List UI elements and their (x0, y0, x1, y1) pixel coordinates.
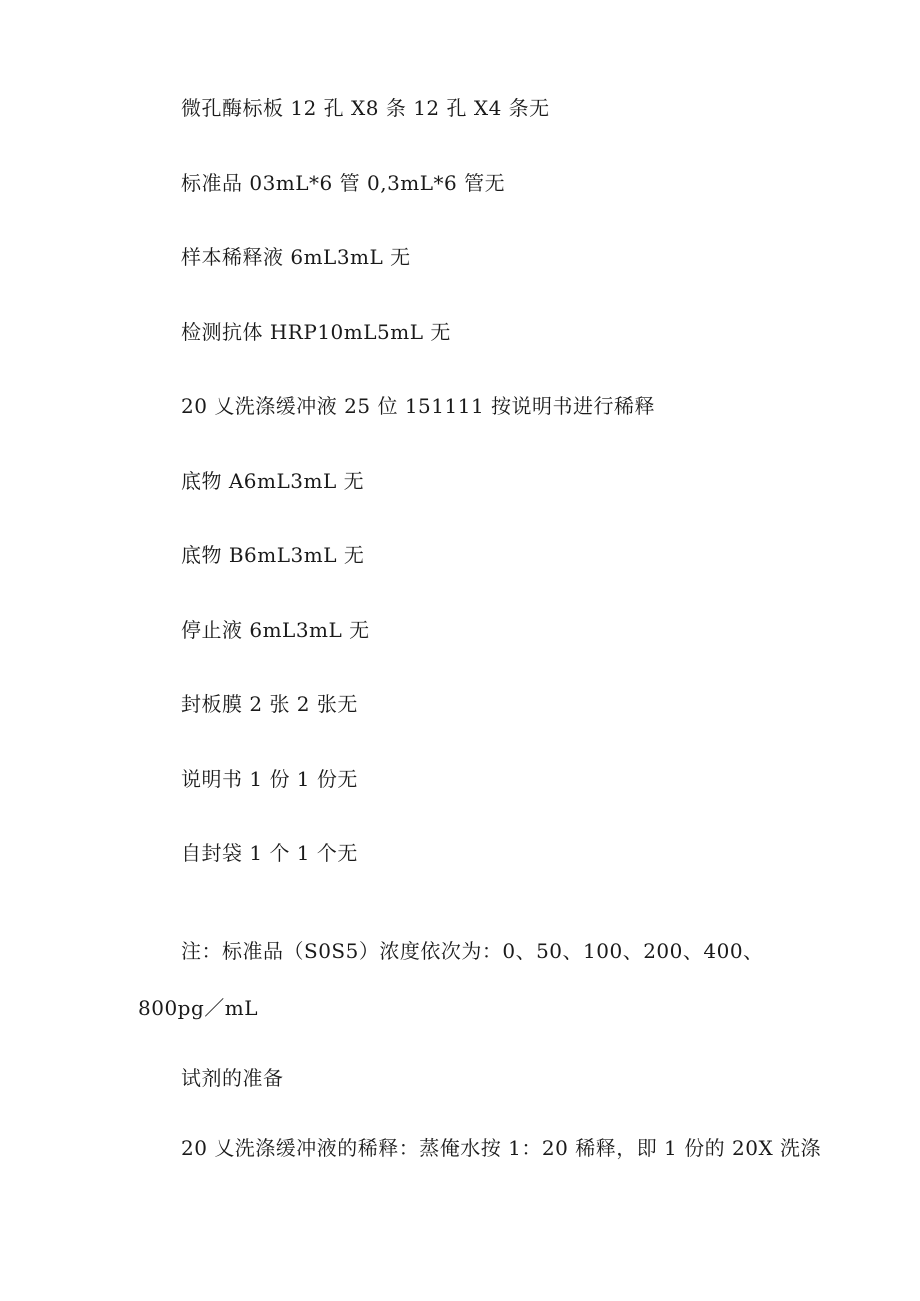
kit-item-detection-antibody: 检测抗体 HRP10mL5mL 无 (181, 320, 451, 344)
wash-buffer-dilution-text: 20 乂洗涤缓冲液的稀释：蒸俺水按 1：20 稀释，即 1 份的 20X 洗涤 (181, 1136, 822, 1160)
kit-item-standard: 标准品 03mL*6 管 0,3mL*6 管无 (181, 171, 506, 195)
standard-concentration-note: 注：标准品（S0S5）浓度依次为：0、50、100、200、400、 (181, 939, 764, 963)
standard-concentration-note-continued: 800pg／mL (138, 996, 259, 1020)
kit-item-manual: 说明书 1 份 1 份无 (181, 767, 358, 791)
kit-item-zip-bag: 自封袋 1 个 1 个无 (181, 841, 358, 865)
kit-item-sample-diluent: 样本稀释液 6mL3mL 无 (181, 245, 411, 269)
kit-item-substrate-a: 底物 A6mL3mL 无 (181, 469, 365, 493)
kit-item-stop-solution: 停止液 6mL3mL 无 (181, 618, 370, 642)
section-heading: 试剂的准备 (181, 1066, 284, 1090)
kit-item-wash-buffer: 20 乂洗涤缓冲液 25 位 151111 按说明书进行稀释 (181, 394, 656, 418)
kit-item-plate-sealer: 封板膜 2 张 2 张无 (181, 692, 358, 716)
kit-item-substrate-b: 底物 B6mL3mL 无 (181, 543, 365, 567)
kit-item-microplate: 微孔酶标板 12 孔 X8 条 12 孔 X4 条无 (181, 96, 550, 120)
